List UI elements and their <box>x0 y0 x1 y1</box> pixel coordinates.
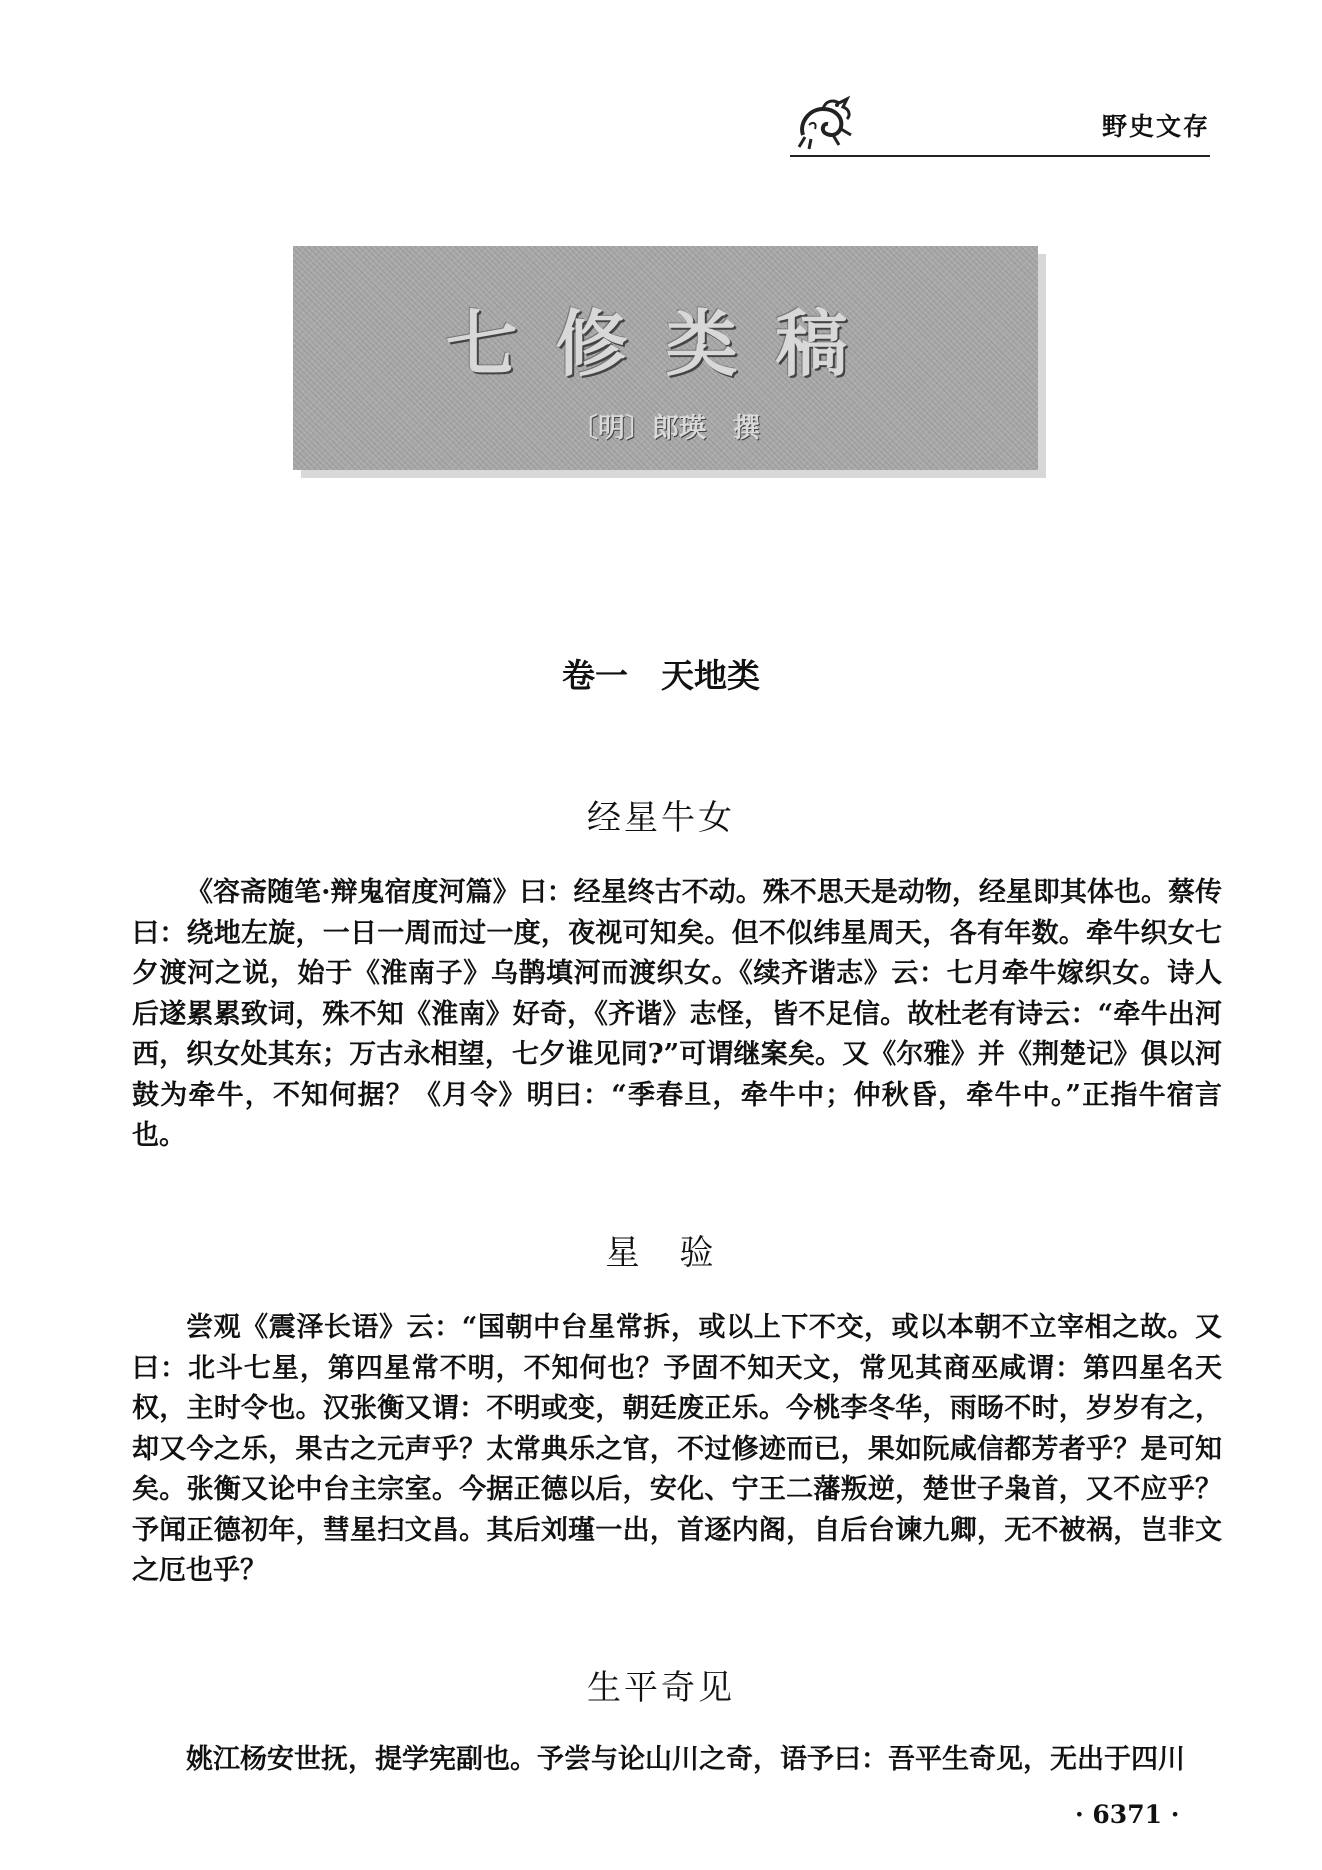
series-title: 野史文存 <box>1101 112 1210 141</box>
section-title: 经星牛女 <box>587 798 735 838</box>
page-number: · 6371 · <box>1075 1800 1180 1829</box>
section-title: 生平奇见 <box>587 1668 735 1708</box>
title-banner <box>293 246 1038 470</box>
dragon-emblem-icon <box>795 95 855 153</box>
running-header <box>790 95 1210 157</box>
section-body: 《容斋随笔·辩鬼宿度河篇》曰：经星终古不动。殊不思天是动物，经星即其体也。蔡传曰：绕地左旋，一日一周而过一度，夜视可知矣。但不似纬星周天，各有年数。牵牛织女七夕渡河之说，始于《淮南子》乌鹊填河而渡织女。《续齐谐志》云：七月牵牛嫁织女。诗人后遂累累致词，殊不知《淮南》好奇，《齐谐》志怪，皆不足信。故杜老有诗云：“牵牛出河西，织女处其东；万古永相望，七夕谁见同?”可谓继案矣。又《尔雅》并《荆楚记》俱以河鼓为牵牛，不知何据？《月令》明曰：“季春旦，牵牛中；仲秋昏，牵牛中。”正指牛宿言也。 <box>132 877 1222 1151</box>
header-rule <box>790 155 1210 157</box>
author-line: 〔明〕郎瑛 撰 <box>571 413 760 444</box>
book-title: 七修类稿 <box>445 301 886 386</box>
volume-heading: 卷一 天地类 <box>562 656 760 695</box>
section-body: 姚江杨安世抚，提学宪副也。予尝与论山川之奇，语予曰：吾平生奇见，无出于四川 <box>186 1744 1185 1775</box>
section-title: 星 验 <box>605 1233 717 1273</box>
section-body: 尝观《震泽长语》云：“国朝中台星常拆，或以上下不交，或以本朝不立宰相之故。又曰：北斗七星，第四星常不明，不知何也？予固不知天文，常见其商巫咸谓：第四星名天权，主时令也。汉张衡又谓：不明或变，朝廷废正乐。今桃李冬华，雨旸不时，岁岁有之，却又今之乐，果古之元声乎？太常典乐之官，不过修迹而已，果如阮咸信都芳者乎？是可知矣。张衡又论中台主宗室。今据正德以后，安化、宁王二藩叛逆，楚世子枭首，又不应乎？予闻正德初年，彗星扫文昌。其后刘瑾一出，首逐内阁，自后台谏九卿，无不被祸，岂非文之厄也乎？ <box>132 1312 1222 1586</box>
